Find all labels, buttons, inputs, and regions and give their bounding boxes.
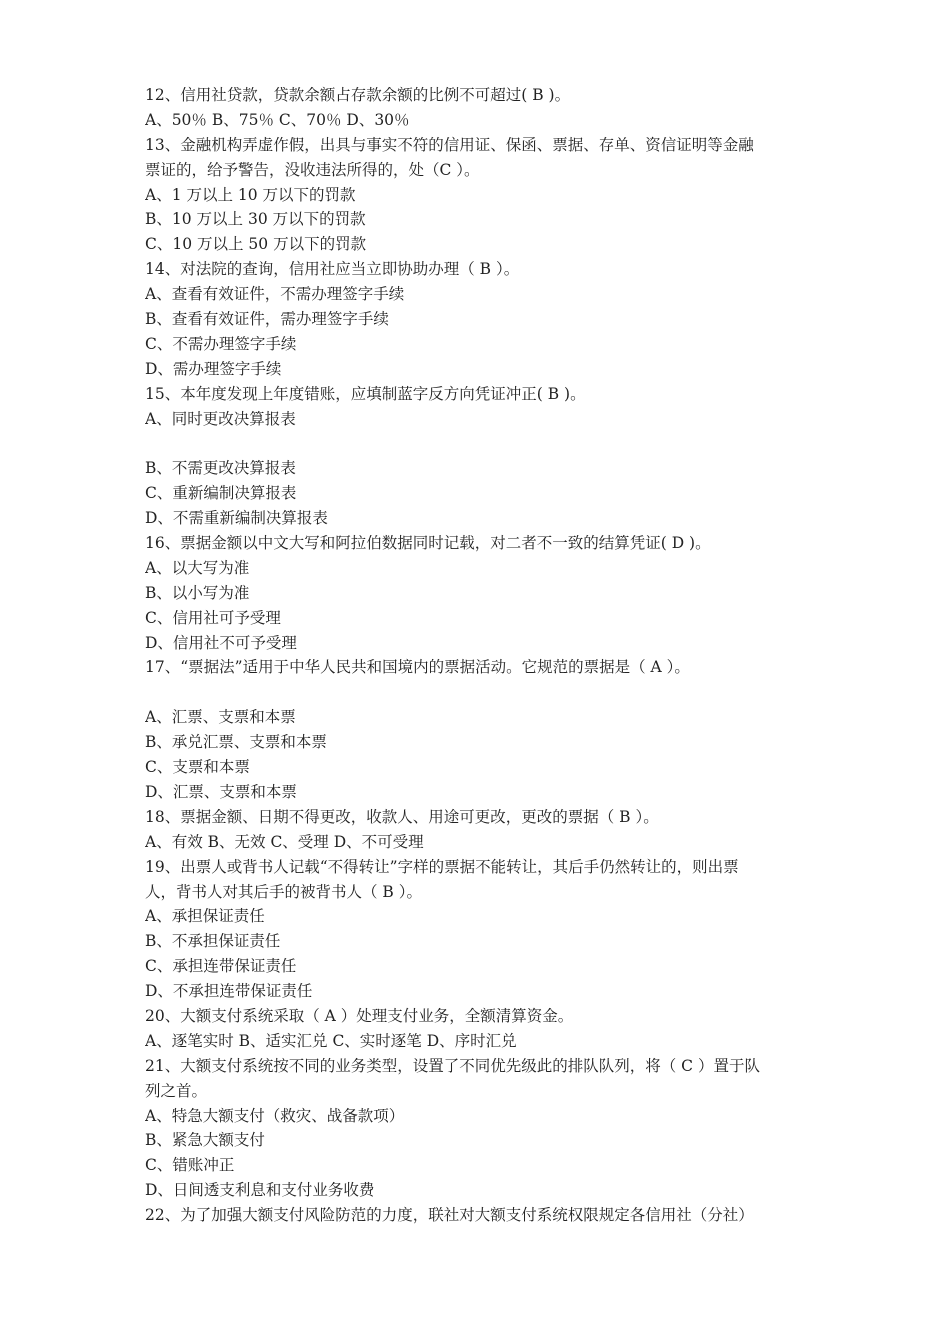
text-line: 人，背书人对其后手的被背书人（ B ）。: [145, 882, 422, 901]
blank-line: [145, 680, 810, 705]
text-line: A、逐笔实时 B、适实汇兑 C、实时逐笔 D、序时汇兑: [145, 1031, 517, 1050]
text-line: C、10 万以上 50 万以下的罚款: [145, 235, 367, 254]
text-line: 14、对法院的查询，信用社应当立即协助办理（ B ）。: [145, 260, 520, 279]
text-line: A、同时更改决算报表: [145, 409, 296, 428]
text-line: 列之首。: [145, 1081, 208, 1100]
text-line: C、支票和本票: [145, 758, 250, 777]
text-line: B、不承担保证责任: [145, 932, 281, 951]
text-line: D、日间透支利息和支付业务收费: [145, 1181, 375, 1200]
text-line: C、错账冲正: [145, 1156, 235, 1175]
text-line: 21、大额支付系统按不同的业务类型，设置了不同优先级此的排队队列，将（ C ）置于队: [145, 1056, 760, 1075]
text-line: C、信用社可予受理: [145, 608, 281, 627]
text-line: D、不承担连带保证责任: [145, 982, 313, 1001]
text-line: A、特急大额支付（救灾、战备款项）: [145, 1106, 405, 1125]
text-line: A、汇票、支票和本票: [145, 708, 296, 727]
text-line: 13、金融机构弄虚作假，出具与事实不符的信用证、保函、票据、存单、资信证明等金融: [145, 135, 754, 154]
text-line: A、50％ B、75％ C、70％ D、30％: [145, 110, 410, 129]
text-line: 15、本年度发现上年度错账，应填制蓝字反方向凭证冲正( B )。: [145, 384, 586, 403]
text-line: 20、大额支付系统采取（ A ）处理支付业务，全额清算资金。: [145, 1006, 574, 1025]
text-line: D、不需重新编制决算报表: [145, 509, 328, 528]
text-line: 22、为了加强大额支付风险防范的力度，联社对大额支付系统权限规定各信用社（分社）: [145, 1206, 754, 1225]
text-line: B、不需更改决算报表: [145, 459, 296, 478]
text-line: 16、票据金额以中文大写和阿拉伯数据同时记载，对二者不一致的结算凭证( D )。: [145, 534, 711, 553]
text-line: B、承兑汇票、支票和本票: [145, 733, 327, 752]
text-line: C、不需办理签字手续: [145, 334, 297, 353]
text-line: C、重新编制决算报表: [145, 484, 297, 503]
text-line: A、1 万以上 10 万以下的罚款: [145, 185, 356, 204]
text-line: A、有效 B、无效 C、受理 D、不可受理: [145, 832, 424, 851]
text-line: B、紧急大额支付: [145, 1131, 265, 1150]
text-line: C、承担连带保证责任: [145, 957, 297, 976]
text-line: A、查看有效证件，不需办理签字手续: [145, 285, 405, 304]
text-line: 17、“票据法”适用于中华人民共和国境内的票据活动。它规范的票据是（ A ）。: [145, 658, 690, 677]
blank-line: [145, 431, 810, 456]
text-line: A、以大写为准: [145, 558, 250, 577]
text-line: D、信用社不可予受理: [145, 633, 297, 652]
text-line: 19、出票人或背书人记载“不得转让”字样的票据不能转让，其后手仍然转让的，则出票: [145, 857, 739, 876]
text-line: B、10 万以上 30 万以下的罚款: [145, 210, 366, 229]
text-line: D、需办理签字手续: [145, 359, 282, 378]
text-line: 票证的，给予警告，没收违法所得的，处（C ）。: [145, 160, 480, 179]
text-line: B、查看有效证件，需办理签字手续: [145, 310, 389, 329]
text-line: D、汇票、支票和本票: [145, 782, 297, 801]
text-line: 18、票据金额、日期不得更改，收款人、用途可更改，更改的票据（ B ）。: [145, 807, 659, 826]
text-line: A、承担保证责任: [145, 907, 265, 926]
text-line: 12、信用社贷款，贷款余额占存款余额的比例不可超过( B )。: [145, 86, 571, 104]
document-page: [145, 83, 810, 1228]
text-line: B、以小写为准: [145, 583, 250, 602]
